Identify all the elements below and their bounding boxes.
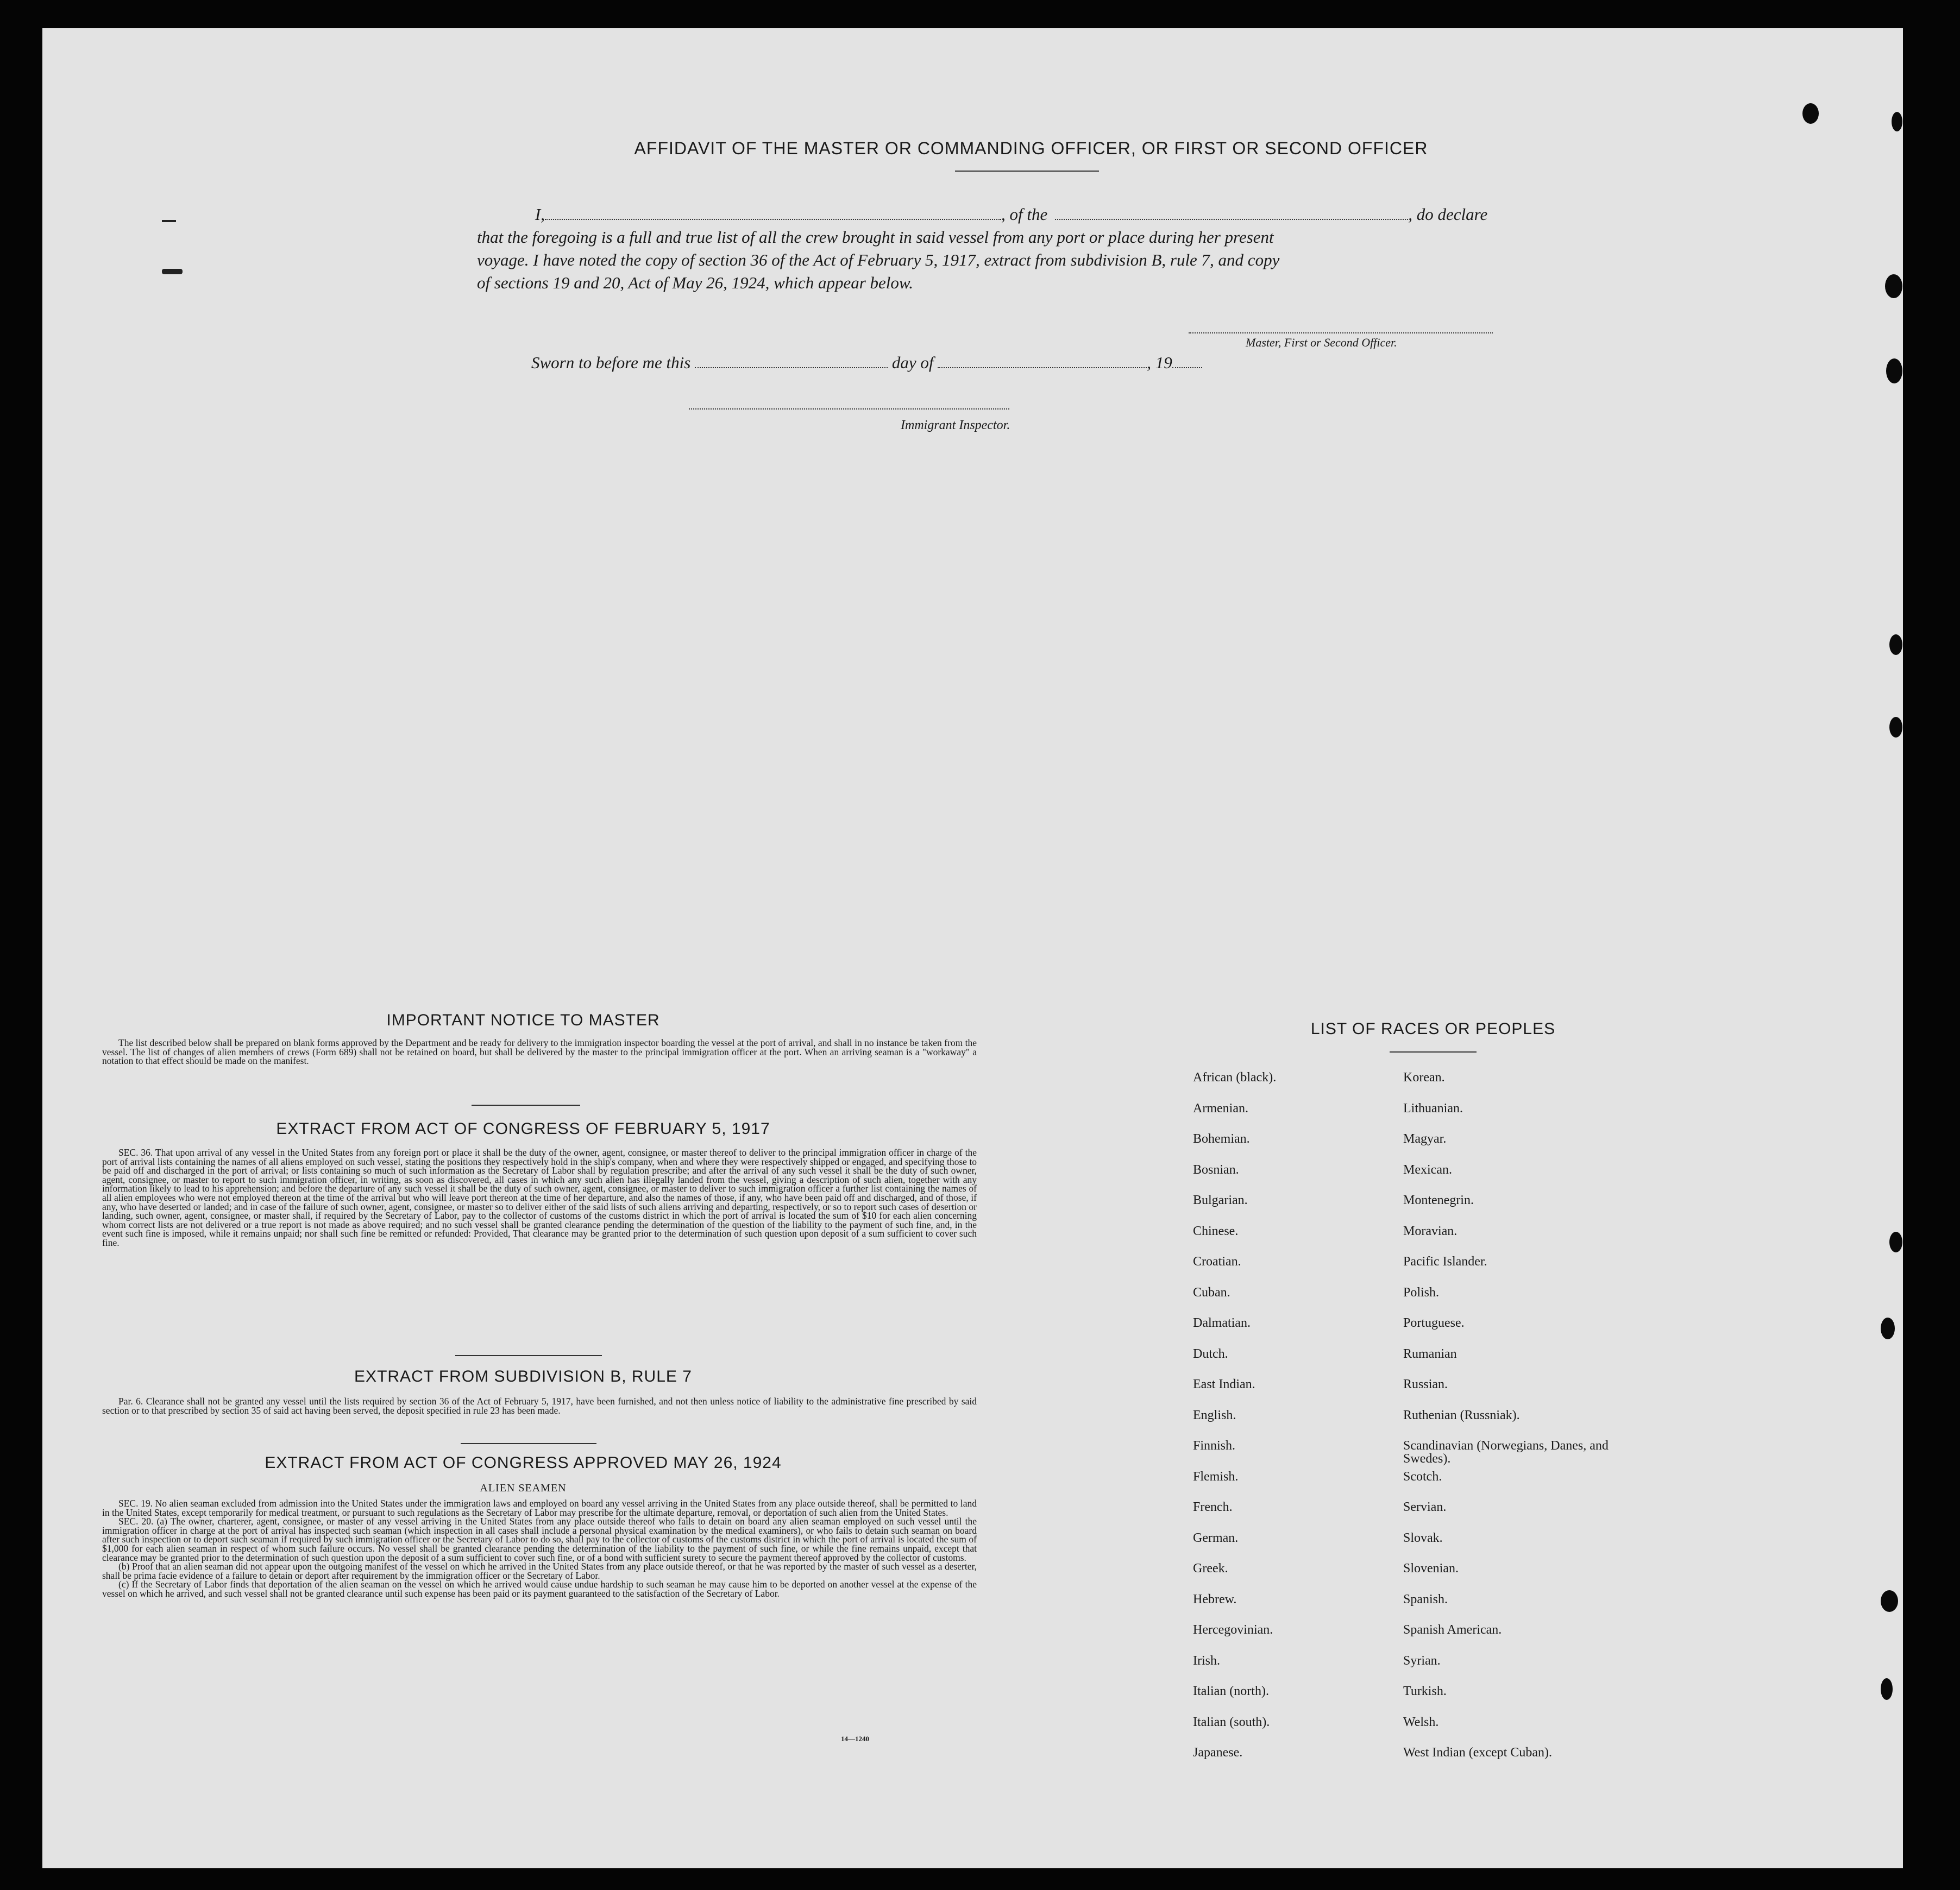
race-item: Slovenian.: [1403, 1561, 1459, 1576]
sworn-year-blank[interactable]: [1172, 355, 1202, 368]
master-signature-caption: Master, First or Second Officer.: [1246, 336, 1397, 349]
master-signature-line[interactable]: [1189, 332, 1493, 333]
affidavit-paragraph: [477, 203, 1582, 294]
race-item: Bohemian.: [1193, 1132, 1250, 1146]
vessel-blank[interactable]: [1055, 207, 1408, 220]
extract-1924-title: EXTRACT FROM ACT OF CONGRESS APPROVED MAY 26, 1924: [265, 1454, 782, 1472]
race-item: Greek.: [1193, 1561, 1228, 1576]
sec-20a: SEC. 20. (a) The owner, charterer, agent, consignee, or master of any vessel arriving in the United States from any place outside thereof who fails to detain on board any alien seaman employed on such vessel until the immigration officer in charge at the port of arrival has inspected such seaman (which inspection in all cases shall include a personal physical examination by the medical examiners), or who fails to detain such seaman on board after such inspection or to deport such seaman if required by such immigration officer or the Secretary of Labor to do so, shall pay to the collector of customs of the customs district in which the port of arrival is located the sum of $1,000 for each alien seaman in respect of whom such failure occurs. No vessel shall be granted clearance pending the determination of the liability to the payment of such fine, or while the fine remains unpaid, except that clearance may be granted prior to the determination of such question upon the deposit of a sum sufficient to cover such fine, or of a bond with sufficient surety to secure the payment thereof approved by the collector of customs.: [102, 1516, 977, 1563]
alien-seamen-subtitle: ALIEN SEAMEN: [480, 1482, 567, 1494]
race-item: Russian.: [1403, 1377, 1448, 1391]
race-item: Dutch.: [1193, 1346, 1228, 1361]
races-column-1: [1193, 1071, 1389, 1777]
binder-hole: [1889, 634, 1902, 655]
race-item: Finnish.: [1193, 1439, 1236, 1453]
race-item: Moravian.: [1403, 1224, 1458, 1238]
binder-hole: [1886, 358, 1902, 383]
notice-body-block: [102, 1038, 977, 1066]
race-item: Turkish.: [1403, 1684, 1447, 1698]
race-item: Servian.: [1403, 1500, 1447, 1514]
binder-hole: [1802, 103, 1819, 124]
race-item: Scotch.: [1403, 1469, 1442, 1484]
divider-2: [455, 1355, 602, 1356]
race-item: Scandinavian (Norwegians, Danes, and Swedes).: [1403, 1439, 1609, 1466]
race-item: West Indian (except Cuban).: [1403, 1746, 1552, 1760]
race-item: Hercegovinian.: [1193, 1623, 1273, 1637]
binder-hole: [1889, 717, 1902, 738]
scan-speck: [162, 220, 176, 222]
race-item: Italian (south).: [1193, 1715, 1270, 1729]
race-item: Spanish American.: [1403, 1623, 1502, 1637]
race-item: Spanish.: [1403, 1592, 1448, 1606]
race-item: Irish.: [1193, 1653, 1220, 1668]
form-number: 14—1240: [841, 1735, 869, 1743]
title-divider: [955, 171, 1099, 172]
binder-hole: [1881, 1318, 1895, 1339]
extract-rule7-body: Par. 6. Clearance shall not be granted any vessel until the lists required by section 36 of the Act of February 5, 1917, have been furnished, and not then unless notice of liability to the administrative fine prescribed by said section or to that prescribed by section 35 of said act having been served, the deposit specified in rule 23 has been made.: [102, 1396, 977, 1416]
race-item: Ruthenian (Russniak).: [1403, 1408, 1520, 1422]
sec-20b: (b) Proof that an alien seaman did not appear upon the outgoing manifest of the vessel on which he arrived in the United States from any place outside thereof, or that he was reported by the master of such vessel as a deserter, shall be prima facie evidence of a failure to detain or deport after requirement by the immigration officer or the Secretary of Labor.: [102, 1561, 977, 1581]
extract-1924-block: [102, 1499, 977, 1598]
inspector-signature-line[interactable]: [689, 408, 1009, 410]
race-item: Chinese.: [1193, 1224, 1239, 1238]
affidavit-i: I,: [535, 205, 545, 224]
affidavit-declare: , do declare: [1408, 205, 1488, 224]
race-item: Rumanian: [1403, 1346, 1457, 1361]
race-item: Portuguese.: [1403, 1316, 1465, 1330]
race-item: Dalmatian.: [1193, 1316, 1251, 1330]
race-item: Croatian.: [1193, 1255, 1241, 1269]
notice-title: IMPORTANT NOTICE TO MASTER: [386, 1011, 660, 1029]
affidavit-line-2: that the foregoing is a full and true list of all the crew brought in said vessel from any port or place during her present: [477, 228, 1274, 247]
race-item: Slovak.: [1403, 1530, 1443, 1545]
document-page: [42, 28, 1903, 1868]
races-column-2: [1403, 1071, 1631, 1777]
race-item: East Indian.: [1193, 1377, 1255, 1391]
binder-hole: [1892, 112, 1902, 131]
race-item: Lithuanian.: [1403, 1101, 1463, 1116]
race-item: Cuban.: [1193, 1285, 1230, 1300]
binder-hole: [1885, 274, 1902, 298]
binder-hole: [1881, 1590, 1898, 1612]
race-item: French.: [1193, 1500, 1233, 1514]
races-divider: [1390, 1051, 1477, 1053]
race-item: Montenegrin.: [1403, 1193, 1474, 1207]
sworn-year-prefix: , 19: [1147, 353, 1172, 372]
race-item: Armenian.: [1193, 1101, 1248, 1116]
binder-hole: [1881, 1678, 1893, 1700]
races-title: LIST OF RACES OR PEOPLES: [1310, 1020, 1556, 1038]
notice-body: The list described below shall be prepared on blank forms approved by the Department and be ready for delivery to the immigration inspector boarding the vessel at the port of arrival, and shall in no instance be taken from the vessel. The list of changes of alien members of crews (Form 689) shall not be retained on board, but shall be delivered by the master to the principal immigration officer at the port. When an arriving seaman is a "workaway" a notation to that effect should be made on the manifest.: [102, 1037, 977, 1067]
affidavit-of-the: , of the: [1001, 205, 1048, 224]
race-item: Bosnian.: [1193, 1162, 1239, 1177]
race-item: Mexican.: [1403, 1162, 1452, 1177]
scan-speck: [162, 269, 183, 274]
inspector-caption: Immigrant Inspector.: [901, 418, 1010, 432]
name-blank[interactable]: [545, 207, 1001, 220]
affidavit-line-4: of sections 19 and 20, Act of May 26, 1924, which appear below.: [477, 273, 914, 292]
race-item: Hebrew.: [1193, 1592, 1237, 1606]
race-item: African (black).: [1193, 1070, 1277, 1085]
race-item: Polish.: [1403, 1285, 1440, 1300]
race-item: Magyar.: [1403, 1132, 1447, 1146]
race-item: Syrian.: [1403, 1653, 1441, 1668]
race-item: Bulgarian.: [1193, 1193, 1248, 1207]
sworn-day-blank[interactable]: [695, 355, 888, 368]
sworn-month-blank[interactable]: [938, 355, 1147, 368]
extract-rule7-title: EXTRACT FROM SUBDIVISION B, RULE 7: [354, 1368, 692, 1385]
race-item: Flemish.: [1193, 1469, 1239, 1484]
race-item: German.: [1193, 1530, 1239, 1545]
race-item: Pacific Islander.: [1403, 1255, 1487, 1269]
divider-1: [472, 1105, 580, 1106]
affidavit-line-3: voyage. I have noted the copy of section 36 of the Act of February 5, 1917, extract from subdivision B, rule 7, and copy: [477, 250, 1280, 269]
race-item: Korean.: [1403, 1070, 1445, 1085]
sec-19: SEC. 19. No alien seaman excluded from admission into the United States under the immigration laws and employed on board any vessel arriving in the United States from any place outside thereof, shall be permitted to land in the United States, except temporarily for medical treatment, or pursuant to such regulations as the Secretary of Labor may prescribe for the ultimate departure, removal, or deportation of such alien from the United States.: [102, 1498, 977, 1518]
extract-1917-title: EXTRACT FROM ACT OF CONGRESS OF FEBRUARY 5, 1917: [276, 1120, 770, 1138]
race-item: Welsh.: [1403, 1715, 1439, 1729]
sec-20c: (c) If the Secretary of Labor finds that deportation of the alien seaman on the vessel on which he arrived would cause undue hardship to such seaman he may cause him to be deported on another vessel at the expense of the vessel on which he arrived, and such vessel shall not be granted clearance until such expense has been paid or its payment guaranteed to the satisfaction of the Secretary of Labor.: [102, 1579, 977, 1599]
race-item: English.: [1193, 1408, 1236, 1422]
race-item: Japanese.: [1193, 1746, 1243, 1760]
divider-3: [461, 1443, 596, 1444]
affidavit-title: AFFIDAVIT OF THE MASTER OR COMMANDING OFFICER, OR FIRST OR SECOND OFFICER: [634, 138, 1428, 158]
extract-rule7-block: [102, 1397, 977, 1415]
race-item: Italian (north).: [1193, 1684, 1269, 1698]
sworn-line: [531, 353, 1202, 373]
sworn-day-of: day of: [891, 353, 934, 372]
extract-1917-body: SEC. 36. That upon arrival of any vessel in the United States from any foreign port or place it shall be the duty of the owner, agent, consignee, or master thereof to deliver to the principal immigration officer in charge of the port of arrival lists containing the names of all aliens employed on such vessel, stating the positions they respectively hold in the ship's company, when and where they were respectively shipped or engaged, and specifying those to be paid off and discharged in the port of arrival; or lists containing so much of such information as the Secretary of Labor shall by regulation prescribe; and after the arrival of any such vessel it shall be the duty of such owner, agent, consignee, or master to report to such immigration officer, in writing, as soon as discovered, all cases in which any such alien has illegally landed from the vessel, giving a description of such alien, together with any information likely to lead to his apprehension; and before the departure of any such vessel it shall be the duty of such owner, agent, consignee, or master to deliver to such immigration officer a further list containing the names of all alien employees who were not employed thereon at the time of the arrival but who will leave port thereon at the time of her departure, and also the names of those, if any, who have been paid off and discharged, and of those, if any, who have deserted or landed; and in case of the failure of such owner, agent, consignee, or master so to deliver either of the said lists of such aliens arriving and departing, respectively, or so to report such cases of desertion or landing, such owner, agent, consignee, or master shall, if required by the Secretary of Labor, pay to the collector of customs of the customs district in which the port of arrival is located the sum of $10 for each alien concerning whom correct lists are not delivered or a true report is not made as above required; and no such vessel shall be granted clearance pending the determination of the question of the liability to the payment of such fine, and, in the event such fine is imposed, while it remains unpaid; nor shall such fine be remitted or refunded: Provided, That clearance may be granted prior to the determination of such question upon deposit of a sum sufficient to cover such fine.: [102, 1147, 977, 1248]
extract-1917-block: [102, 1148, 977, 1248]
sworn-prefix: Sworn to before me this: [531, 353, 691, 372]
binder-hole: [1889, 1232, 1902, 1252]
